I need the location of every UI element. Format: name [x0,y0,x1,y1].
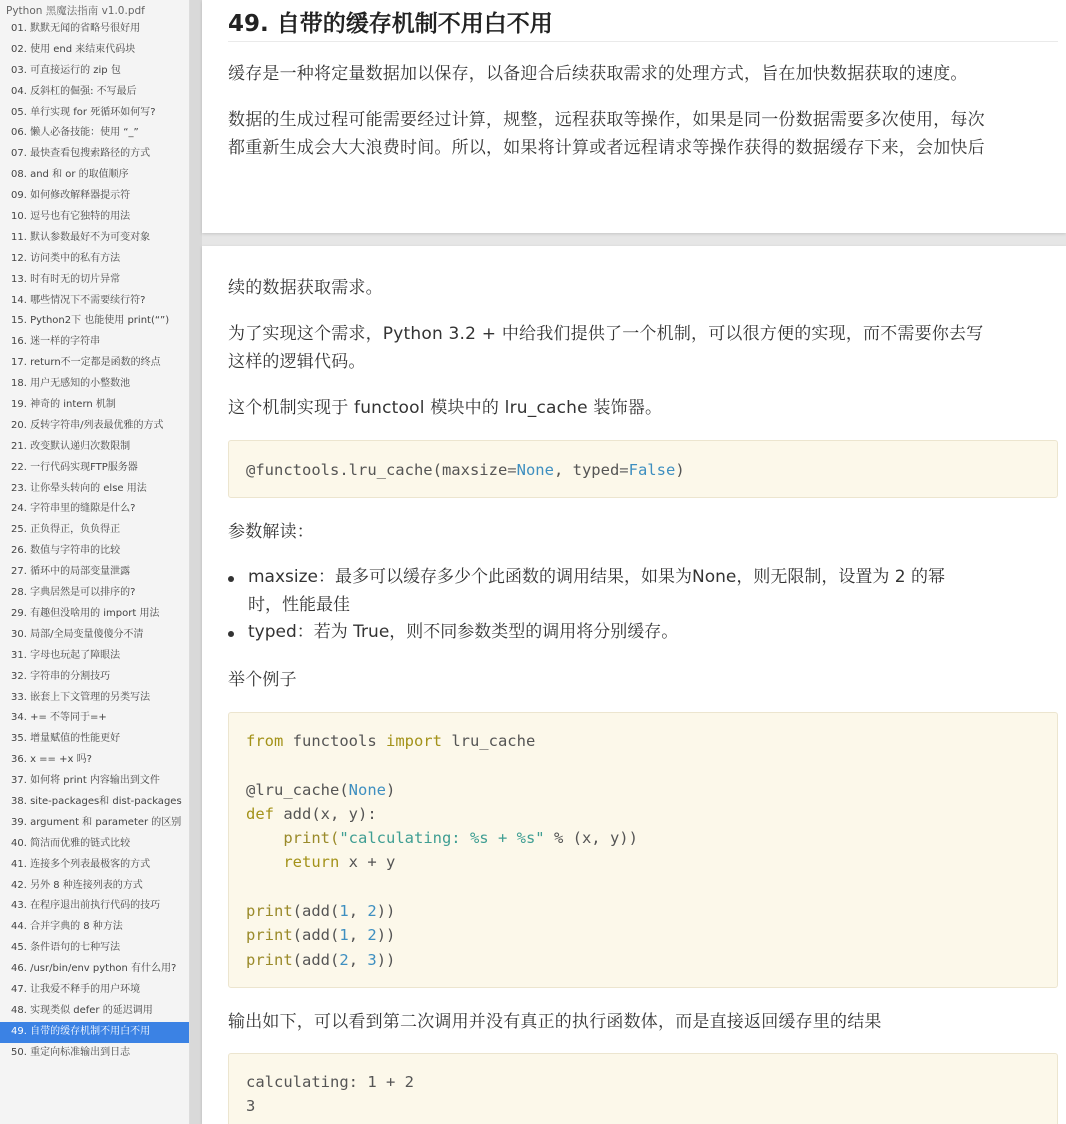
code-line [246,802,1057,826]
code-token: (add( [292,926,340,945]
toc-item[interactable]: 29. 有趣但没啥用的 import 用法 [11,607,160,619]
code-token: print [246,950,293,969]
code-token: = [619,461,629,479]
code-token: = [507,461,517,479]
toc-item[interactable]: 21. 改变默认递归次数限制 [11,440,131,452]
code-token: from [246,732,284,750]
toc-item[interactable]: 08. and 和 or 的取值顺序 [11,169,129,181]
toc-item[interactable]: 42. 另外 8 种连接列表的方式 [11,879,143,891]
paragraph-impl-line2: 这样的逻辑代码。 [228,352,366,372]
toc-item[interactable]: 07. 最快查看包搜索路径的方式 [11,148,151,160]
param-maxsize-line1: maxsize：最多可以缓存多少个此函数的调用结果，如果为None，则无限制，设置为 2 的幂 [248,567,945,587]
document-title: Python 黑魔法指南 v1.0.pdf [6,5,145,17]
toc-item[interactable]: 19. 神奇的 intern 机制 [11,399,116,411]
code-line [246,850,1057,874]
heading-divider [228,41,1058,42]
toc-item[interactable]: 34. += 不等同于=+ [11,712,107,724]
output-line: 3 [246,1097,256,1116]
toc-item[interactable]: 24. 字符串里的缝隙是什么? [11,503,136,515]
scroll-gutter[interactable] [190,0,202,1124]
toc-item[interactable]: 39. argument 和 parameter 的区别 [11,816,182,828]
toc-item[interactable]: 15. Python2下 也能使用 print(“”) [11,315,170,327]
toc-item[interactable]: 28. 字典居然是可以排序的? [11,587,136,599]
code-line [246,948,1057,972]
toc-item[interactable]: 47. 让我爱不释手的用户环境 [11,983,141,995]
code-line [246,729,1057,753]
example-heading: 举个例子 [228,670,297,690]
toc-item[interactable]: 01. 默默无闻的省略号很好用 [11,23,141,34]
code-token: def [246,804,274,823]
code-token: ) [675,461,685,479]
toc-item[interactable]: 18. 用户无感知的小整数池 [11,378,131,390]
toc-item[interactable]: 23. 让你晕头转向的 else 用法 [11,482,147,494]
toc-item[interactable]: 25. 正负得正，负负得正 [11,524,121,536]
params-heading: 参数解读： [228,522,314,542]
toc-item[interactable]: 37. 如何将 print 内容输出到文件 [11,775,160,787]
paragraph-generation-line1: 数据的生成过程可能需要经过计算，规整，远程获取等操作，如果是同一份数据需要多次使用，每次 [228,110,985,130]
example-code-block [228,712,1058,988]
toc-item[interactable]: 12. 访问类中的私有方法 [11,252,121,264]
code-token: print [246,902,293,921]
bullet-icon [228,576,234,582]
toc-item[interactable]: 14. 哪些情况下不需要续行符? [11,294,146,306]
code-token: "calculating: %s + %s" [339,829,545,848]
param-maxsize-line2: 时，性能最佳 [248,594,350,615]
code-token: (add( [292,902,340,921]
code-token: print [246,926,293,945]
toc-item[interactable]: 33. 嵌套上下文管理的另类写法 [11,691,151,703]
pdf-page-1 [202,0,1066,233]
code-line-blank [246,753,1057,777]
toc-item[interactable]: 17. return不一定都是函数的终点 [11,357,161,369]
paragraph-continuation: 续的数据获取需求。 [228,278,383,298]
code-token: return [246,853,340,872]
code-token: , [348,950,368,969]
code-token: , typed [553,461,620,479]
toc-item[interactable]: 26. 数值与字符串的比较 [11,545,121,557]
toc-item[interactable]: 16. 迷一样的字符串 [11,336,101,348]
toc-item[interactable]: 35. 增量赋值的性能更好 [11,733,121,745]
code-token: 1 [339,926,349,945]
toc-item[interactable]: 04. 反斜杠的倔强: 不写最后 [11,85,137,97]
toc-item[interactable]: 09. 如何修改解释器提示符 [11,190,131,202]
code-token: add(x, y): [274,804,377,823]
toc-item[interactable]: 50. 重定向标准输出到日志 [11,1046,131,1058]
code-line [246,778,1057,802]
code-token: 2 [367,902,377,921]
code-token: False [628,461,676,479]
code-line-blank [246,875,1057,899]
toc-item[interactable]: 06. 懒人必备技能：使用 “_” [11,127,139,139]
code-token: % (x, y)) [544,829,638,848]
toc-item[interactable]: 11. 默认参数最好不为可变对象 [11,231,151,243]
code-token: 3 [367,950,377,969]
paragraph-generation-line2: 都重新生成会大大浪费时间。所以，如果将计算或者远程请求等操作获得的数据缓存下来，会加快后 [228,138,985,158]
param-item-maxsize [248,564,1058,619]
toc-item[interactable]: 43. 在程序退出前执行代码的技巧 [11,900,161,912]
code-token: , [348,902,368,921]
toc-item[interactable]: 44. 合并字典的 8 种方法 [11,921,123,933]
output-heading: 输出如下，可以看到第二次调用并没有真正的执行函数体，而是直接返回缓存里的结果 [228,1012,882,1032]
toc-item[interactable]: 02. 使用 end 来结束代码块 [11,43,136,55]
param-typed-text: typed：若为 True，则不同参数类型的调用将分别缓存。 [248,622,679,642]
params-list [248,564,1058,647]
toc-sidebar [0,0,190,1124]
code-line [246,923,1057,947]
toc-item[interactable]: 45. 条件语句的七种写法 [11,942,121,954]
code-token: None [516,461,554,479]
code-token: (add( [292,950,340,969]
toc-item[interactable]: 36. x == +x 吗? [11,754,92,766]
code-token: )) [376,902,396,921]
code-token: functools [283,732,386,750]
toc-item[interactable]: 05. 单行实现 for 死循环如何写? [11,106,156,118]
signature-code-block [228,440,1058,498]
code-token: )) [376,950,396,969]
paragraph-mechanism: 这个机制实现于 functool 模块中的 lru_cache 装饰器。 [228,398,663,418]
toc-item[interactable]: 03. 可直接运行的 zip 包 [11,64,121,76]
code-token: @functools.lru_cache(maxsize [246,461,508,479]
code-token: print( [246,829,340,848]
code-token: 1 [339,902,349,921]
toc-item[interactable]: 48. 实现类似 defer 的延迟调用 [11,1004,153,1016]
code-token: None [348,780,386,799]
toc-item[interactable]: 30. 局部/全局变量傻傻分不清 [11,628,144,640]
output-code-block [228,1053,1058,1124]
param-item-typed [248,619,1058,647]
code-token: 2 [367,926,377,945]
code-token: )) [376,926,396,945]
toc-item[interactable]: 22. 一行代码实现FTP服务器 [11,461,138,473]
toc-list [0,19,189,1064]
pdf-page-2 [202,246,1066,1124]
toc-item[interactable]: 31. 字母也玩起了障眼法 [11,649,121,661]
toc-item[interactable]: 40. 简洁而优雅的链式比较 [11,837,131,849]
toc-item[interactable]: 49. 自带的缓存机制不用白不用 [0,1022,189,1043]
section-heading: 49. 自带的缓存机制不用白不用 [228,11,553,37]
code-token: x + y [339,853,396,872]
output-line: calculating: 1 + 2 [246,1073,414,1091]
code-token: , [348,926,368,945]
toc-item[interactable]: 13. 时有时无的切片异常 [11,273,121,285]
toc-item[interactable]: 38. site-packages和 dist-packages [11,795,182,807]
toc-item[interactable]: 27. 循环中的局部变量泄露 [11,566,131,578]
paragraph-intro: 缓存是一种将定量数据加以保存，以备迎合后续获取需求的处理方式，旨在加快数据获取的速度。 [228,64,968,84]
code-line [246,826,1057,850]
toc-item[interactable]: 46. /usr/bin/env python 有什么用? [11,963,177,975]
code-line [246,899,1057,923]
code-token: 2 [339,950,349,969]
code-token: lru_cache [441,732,536,750]
code-token: import [385,732,442,750]
paragraph-impl-line1: 为了实现这个需求，Python 3.2 + 中给我们提供了一个机制，可以很方便的实现，而不需要你去写 [228,324,984,344]
bullet-icon [228,631,234,637]
code-token: ) [385,780,396,799]
toc-item[interactable]: 20. 反转字符串/列表最优雅的方式 [11,419,164,431]
code-token: @lru_cache( [246,780,349,799]
toc-item[interactable]: 10. 逗号也有它独特的用法 [11,211,131,223]
toc-item[interactable]: 41. 连接多个列表最极客的方式 [11,858,151,870]
toc-item[interactable]: 32. 字符串的分割技巧 [11,670,111,682]
